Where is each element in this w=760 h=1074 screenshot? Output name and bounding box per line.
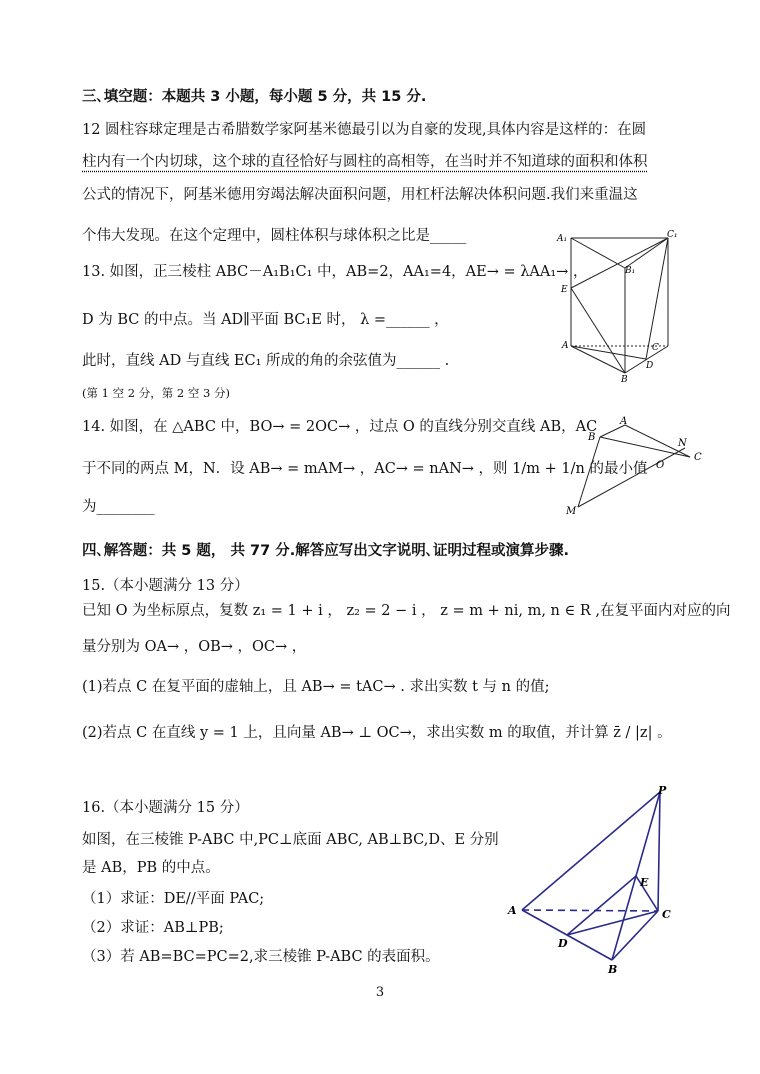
label-c: C <box>662 908 671 921</box>
label-p: P <box>658 784 667 797</box>
q15-header: 15.（本小题满分 13 分） <box>82 578 249 594</box>
q16-part1: （1）求证：DE//平面 PAC; <box>82 891 265 907</box>
q14-line2: 于不同的两点 M，N．设 AB→ = mAM→ ，AC→ = nAN→ ，则 1/m + 1/n 的最小值 <box>82 461 648 477</box>
q13-prism-figure <box>555 228 678 388</box>
q12-line4: 个伟大发现。在这个定理中，圆柱体积与球体积之比是_____ <box>82 228 467 244</box>
label-n: N <box>678 438 687 449</box>
label-d: D <box>558 937 568 950</box>
q16-pyramid-figure <box>500 780 690 980</box>
section3-title: 三､填空题：本题共 3 小题，每小题 5 分，共 15 分. <box>82 89 427 105</box>
label-b: B <box>621 375 628 385</box>
label-a: A <box>562 341 569 351</box>
q12-line3: 公式的情况下，阿基米德用穷竭法解决面积问题，用杠杆法解决体积问题.我们来重温这 <box>82 187 638 203</box>
label-a: A <box>508 904 517 917</box>
q15-part1: (1)若点 C 在复平面的虚轴上，且 AB→ = tAC→ . 求出实数 t 与 n 的值; <box>82 679 550 695</box>
page-number: 3 <box>375 985 385 1000</box>
q14-line1: 14. 如图，在 △ABC 中，BO→ = 2OC→ ，过点 O 的直线分别交直线 AB，AC <box>82 419 598 435</box>
label-d: D <box>646 361 654 371</box>
label-b: B <box>588 432 596 443</box>
label-a: A <box>620 416 628 427</box>
q16-part3: （3）若 AB=BC=PC=2,求三棱锥 P-ABC 的表面积。 <box>82 949 440 965</box>
q16-part2: （2）求证：AB⊥PB; <box>82 920 224 936</box>
label-e: E <box>561 285 568 295</box>
q14-line3: 为________ <box>82 499 155 515</box>
q12-line1: 12 圆柱容球定理是古希腊数学家阿基米德最引以为自豪的发现,具体内容是这样的：在圆 <box>82 122 647 138</box>
label-o: O <box>656 460 665 471</box>
label-m: M <box>566 506 577 517</box>
q16-line2: 是 AB，PB 的中点。 <box>82 860 220 876</box>
label-c: C <box>652 343 659 353</box>
q13-score-note: (第 1 空 2 分，第 2 空 3 分) <box>82 386 230 400</box>
q14-triangle-figure <box>560 410 710 520</box>
label-c1: C₁ <box>667 230 678 240</box>
q16-line1: 如图，在三棱锥 P-ABC 中,PC⊥底面 ABC, AB⊥BC,D、E 分别 <box>82 832 499 848</box>
q13-line3: 此时，直线 AD 与直线 EC₁ 所成的角的余弦值为______ . <box>82 353 450 369</box>
label-a1: A₁ <box>557 234 568 244</box>
q15-part2: (2)若点 C 在直线 y = 1 上，且向量 AB→ ⊥ OC→，求出实数 m 的取值，并计算 z̄ / |z| 。 <box>82 725 672 741</box>
label-b1: B₁ <box>625 266 636 276</box>
label-e: E <box>640 876 649 889</box>
q15-line2: 量分别为 OA→ ，OB→ ，OC→ ， <box>82 639 307 655</box>
label-b: B <box>608 963 618 976</box>
section4-title: 四､解答题：共 5 题， 共 77 分.解答应写出文字说明､证明过程或演算步骤. <box>82 543 570 559</box>
q13-line2: D 为 BC 的中点。当 AD∥平面 BC₁E 时， λ =______ ， <box>82 312 449 328</box>
q16-header: 16.（本小题满分 15 分） <box>82 800 249 816</box>
q13-line1: 13. 如图，正三棱柱 ABC－A₁B₁C₁ 中，AB=2，AA₁=4，AE→ = λAA₁→ ， <box>82 264 588 280</box>
q12-line2: 柱内有一个内切球，这个球的直径恰好与圆柱的高相等，在当时并不知道球的面积和体积 <box>82 154 648 170</box>
label-c: C <box>694 452 702 463</box>
q15-line1: 已知 O 为坐标原点，复数 z₁ = 1 + i ， z₂ = 2 − i ， z = m + ni, m, n ∈ R ,在复平面内对应的向 <box>82 603 731 619</box>
